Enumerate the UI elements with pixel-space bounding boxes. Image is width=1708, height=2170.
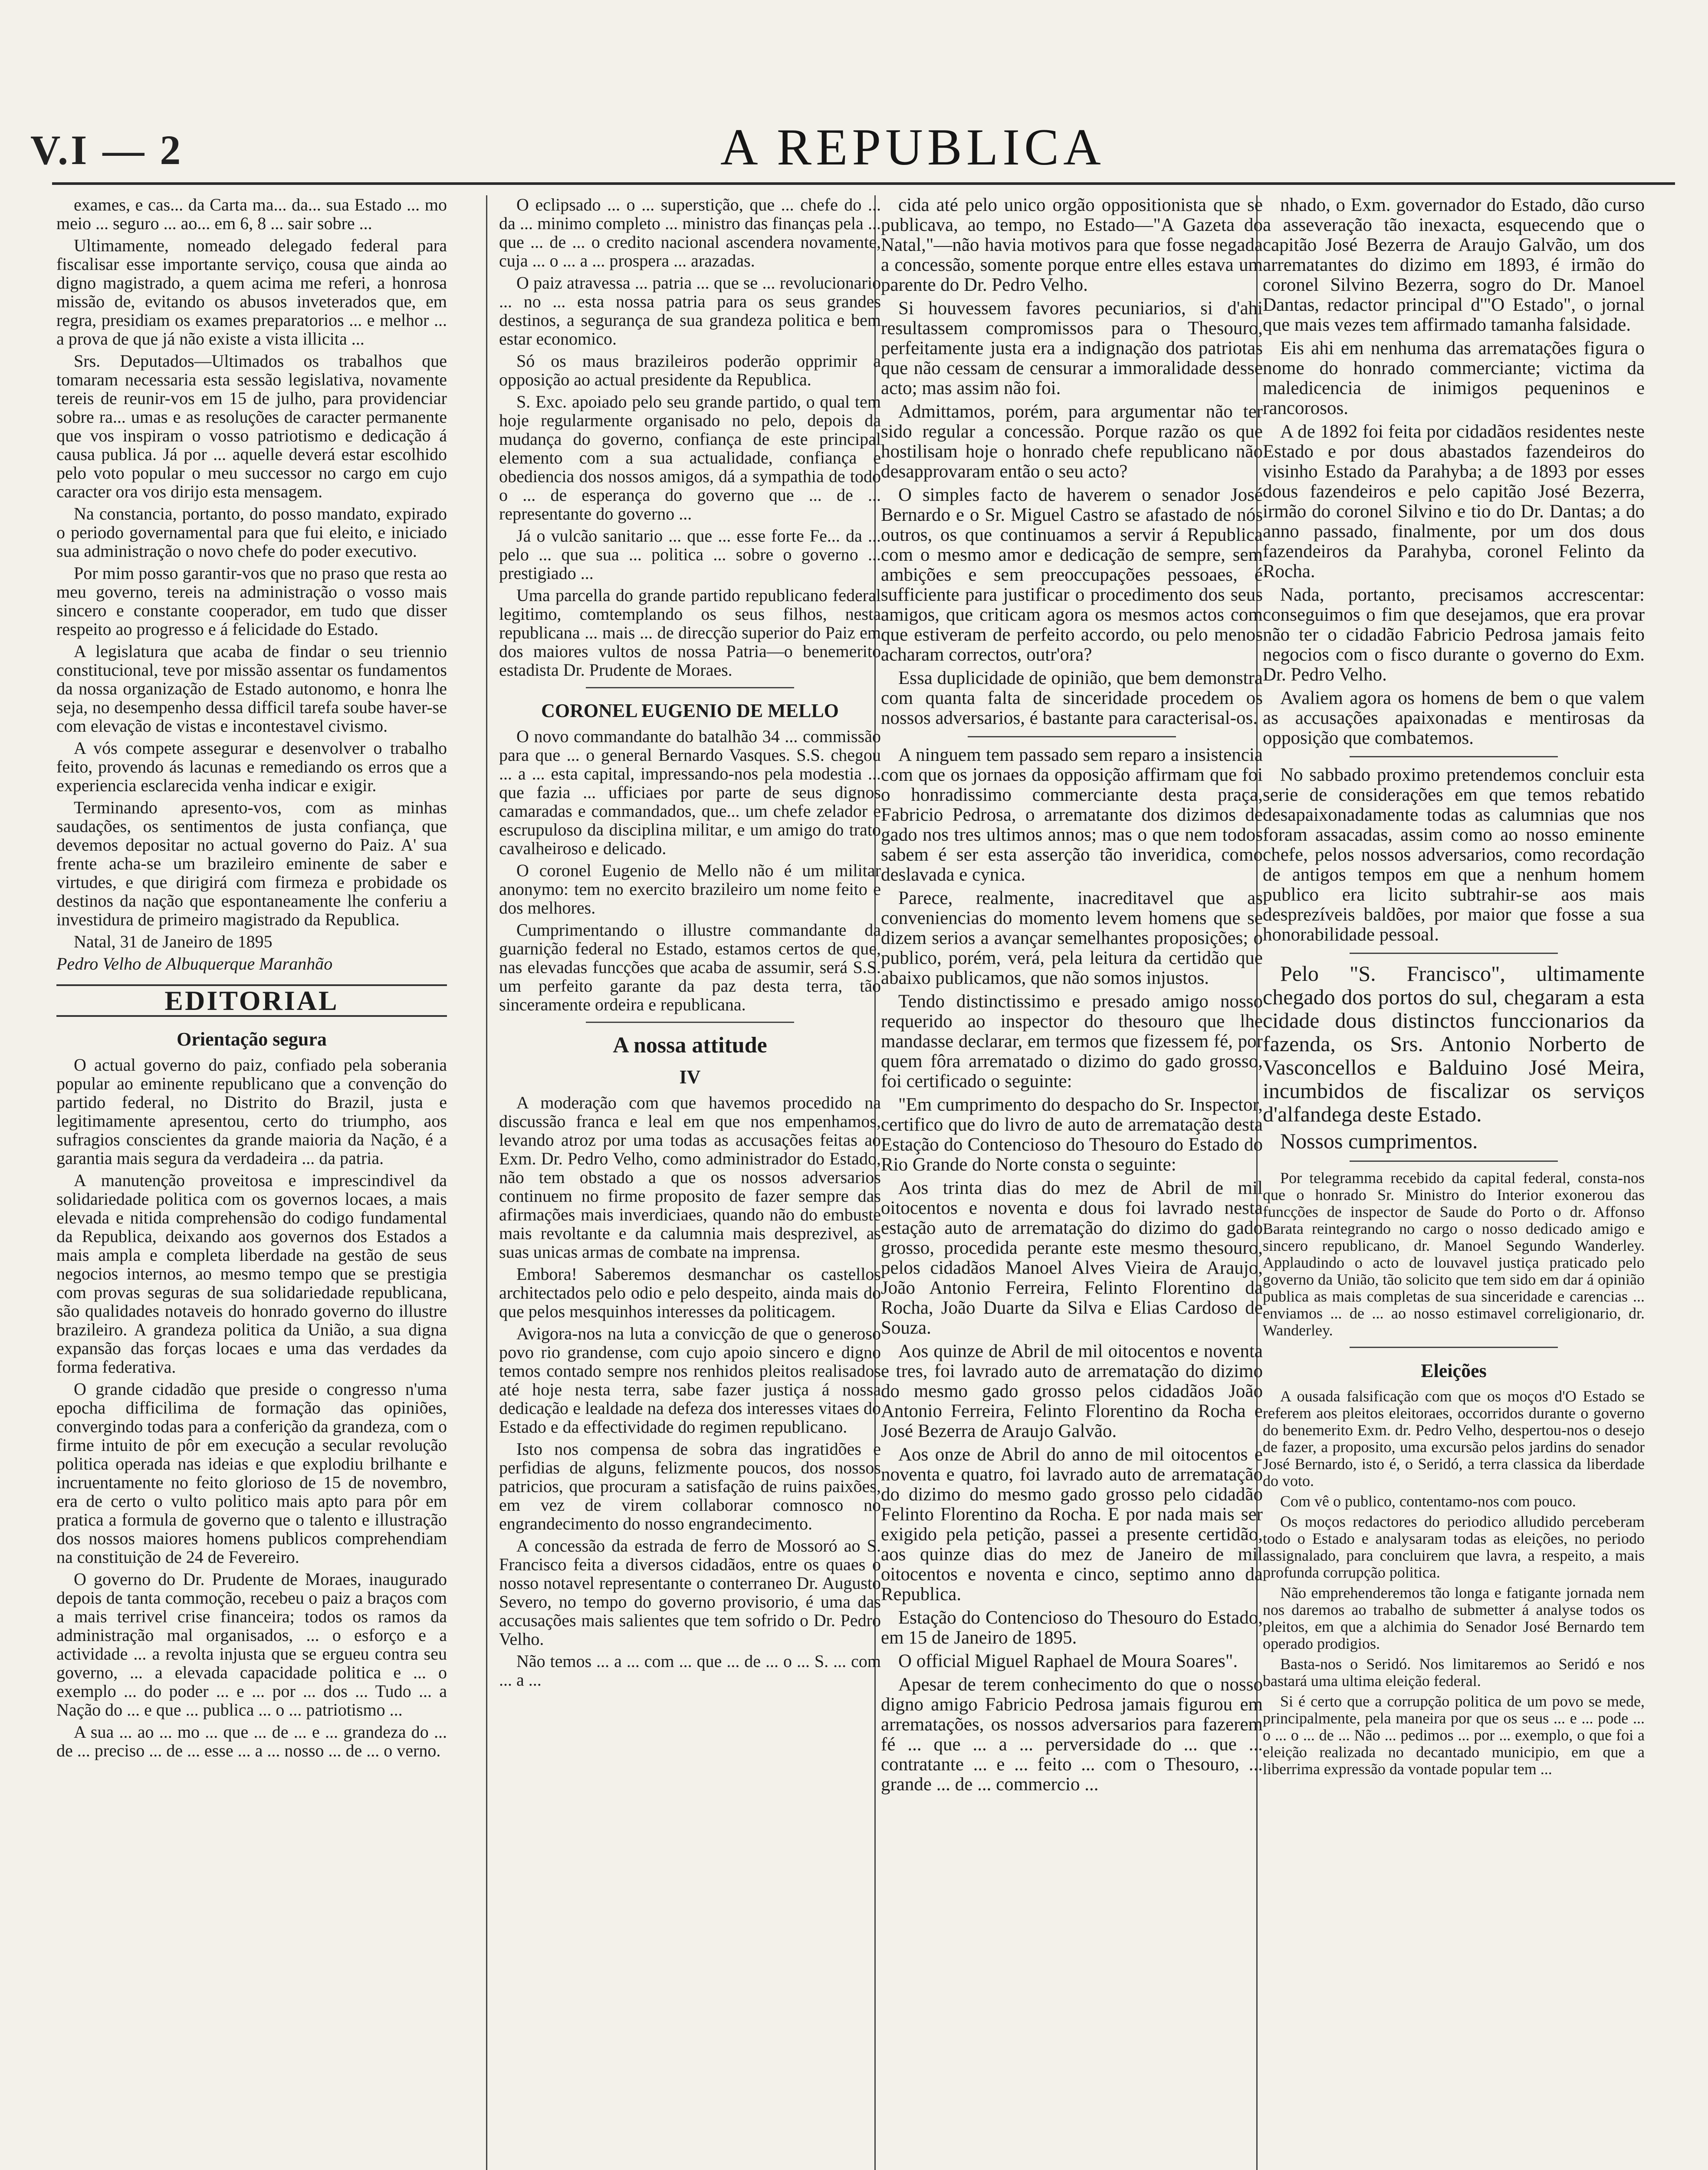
paragraph: Nada, portanto, precisamos accrescentar: conseguimos o fim que desejamos, que era provar não ter o cidadão Fabricio Pedrosa jamais feito negocios com o fisco durante o governo do Exm. Dr. Pedro Velho. bbox=[1263, 585, 1645, 685]
paragraph: A moderação com que havemos procedido na discussão franca e leal em que nos empenhamos, levando atroz por uma todas as accusações feitas ao Exm. Dr. Pedro Velho, como administrador do Estado, não tem obstado a que os nossos adversarios continuem no firme proposito de fazer sempre das afirmações mais inverdiciaes, quando não do embuste mais revoltante e da calumnia mais desprezivel, as suas unicas armas de combate na imprensa. bbox=[499, 1093, 881, 1262]
column-1 bbox=[56, 195, 447, 2170]
separator bbox=[1350, 953, 1558, 954]
paragraph: Terminando apresento-vos, com as minhas saudações, os sentimentos de justa confiança, que devemos depositar no actual governo do Paiz. A' sua frente acha-se um brazileiro eminente de saber e virtudes, e que dirigirá com firmeza e probidade os destinos da nação que espontaneamente lhe conferiu a investidura de primeiro magistrado da Republica. bbox=[56, 798, 447, 929]
paragraph: Si houvessem favores pecuniarios, si d'ahi resultassem compromissos para o Thesouro, perfeitamente justa era a indignação dos patriotas que não cessam de censurar a immoralidade desse acto; mas assim não foi. bbox=[881, 298, 1263, 398]
paragraph: Isto nos compensa de sobra das ingratidões e perfidias de alguns, felizmente poucos, dos nossos patricios, que procuram a satisfação de ruins paixões, em vez de virem collaborar comnosco no engrandecimento do nosso engrandecimento. bbox=[499, 1439, 881, 1533]
paragraph: O coronel Eugenio de Mello não é um militar anonymo: tem no exercito brazileiro um nome feito e dos melhores. bbox=[499, 861, 881, 917]
paragraph: Embora! Saberemos desmanchar os castellos architectados pelo odio e pelo despeito, ainda mais do que pelos mesquinhos interesses da politicagem. bbox=[499, 1264, 881, 1321]
paragraph: Só os maus brazileiros poderão opprimir a opposição ao actual presidente da Republica. bbox=[499, 351, 881, 389]
paragraph: Admittamos, porém, para argumentar não ter sido regular a concessão. Porque razão os que hostilisam hoje o honrado chefe republicano não desapprovaram então o seu acto? bbox=[881, 401, 1263, 482]
signature: Pedro Velho de Albuquerque Maranhão bbox=[56, 954, 333, 973]
paragraph: Parece, realmente, inacreditavel que as conveniencias do momento levem homens que se dizem serios a avançar semelhantes proposições; o publico, porém, verá, pela leitura da certidão que abaixo publicamos, que não somos injustos. bbox=[881, 888, 1263, 988]
separator bbox=[1350, 756, 1558, 757]
paragraph: Apesar de terem conhecimento do que o nosso digno amigo Fabricio Pedrosa jamais figurou em arrematações, os nossos adversarios para fazerem fé ... que ... a ... perversidade do ... que ... contratante ... e ... feito ... com o Thesouro, ... grande ... de ... commercio ... bbox=[881, 1674, 1263, 1795]
paragraph: A sua ... ao ... mo ... que ... de ... e ... grandeza do ... de ... preciso ... de ... esse ... a ... nosso ... de ... o verno. bbox=[56, 1722, 447, 1760]
paragraph: Não temos ... a ... com ... que ... de ... o ... S. ... com ... a ... bbox=[499, 1651, 881, 1690]
paragraph: A manutenção proveitosa e imprescindivel da solidariedade politica com os governos locaes, a mais elevada e nitida comprehensão do codigo fundamental da Republica, deixando aos governos dos Estados a mais ampla e completa liberdade na gestão de seus negocios internos, ao mesmo tempo que se prestigia com provas seguras de sua solidariedade republicana, são qualidades notaveis do honrado governo do illustre brazileiro. A grandeza politica da União, a sua digna expansão das forças locaes e uma das verdades da forma federativa. bbox=[56, 1170, 447, 1377]
attitude-number: IV bbox=[679, 1066, 701, 1088]
paragraph: Não emprehenderemos tão longa e fatigante jornada nem nos daremos ao trabalho de submetter á analyse todos os pleitos, em que a alchimia do Senador José Bernardo tem operado prodigios. bbox=[1263, 1584, 1645, 1652]
paragraph: O novo commandante do batalhão 34 ... commissão para que ... o general Bernardo Vasques. S.S. chegou ... a ... esta capital, impressando-nos pela modestia ... que fazia ... ufficiaes por parte de seus dignos camaradas e commandados, que... um chefe zelador e escrupuloso da disciplina militar, e um amigo do trato cavalheiroso e delicado. bbox=[499, 727, 881, 858]
paragraph: Com vê o publico, contentamo-nos com pouco. bbox=[1280, 1493, 1576, 1510]
paragraph: Srs. Deputados—Ultimados os trabalhos que tomaram necessaria esta sessão legislativa, novamente tereis de reunir-vos em 15 de julho, para providenciar sobre ra... umas e as resoluções de caracter permanente que vos inspiram o vosso patriotismo e dedicação á causa publica. Já por ... aquelle deverá estar escolhido pelo voto popular o meu successor no cargo em cujo caracter ora vos dirijo esta mensagem. bbox=[56, 351, 447, 501]
paragraph: A vós compete assegurar e desenvolver o trabalho feito, provendo ás lacunas e remediando os erros que a experiencia esclarecida venha indicar e exigir. bbox=[56, 738, 447, 795]
paragraph: Aos onze de Abril do anno de mil oitocentos e noventa e quatro, foi lavrado auto de arrematação do dizimo do mesmo gado grosso pelo cidadão Felinto Florentino da Rocha. E por nada mais ser exigido pela petição, passei a presente certidão, aos quinze dias do mez de Janeiro de mil oitocentos e noventa e cinco, septimo anno da Republica. bbox=[881, 1444, 1263, 1604]
paragraph: Aos quinze de Abril de mil oitocentos e noventa e tres, foi lavrado auto de arrematação do dizimo do mesmo gado grosso pelos cidadãos João Antonio Ferreira, Felinto Florentino da Rocha e José Bezerra de Araujo Galvão. bbox=[881, 1341, 1263, 1441]
column-3 bbox=[881, 195, 1263, 2170]
paragraph: cida até pelo unico orgão oppositionista que se publicava, ao tempo, no Estado—"A Gazeta do Natal,"—não havia motivos para que fosse negada a concessão, somente porque entre elles estava um parente do Dr. Pedro Velho. bbox=[881, 195, 1263, 295]
paragraph: O official Miguel Raphael de Moura Soares". bbox=[898, 1651, 1238, 1671]
paragraph: Pelo "S. Francisco", ultimamente chegado dos portos do sul, chegaram a esta cidade dous distinctos funccionarios da fazenda, os Srs. Antonio Norberto de Vasconcellos e Balduino José Meira, incumbidos de fiscalizar os serviços d'alfandega deste Estado. bbox=[1263, 961, 1645, 1126]
paragraph: Por mim posso garantir-vos que no praso que resta ao meu governo, tereis na administração o vosso mais sincero e constante cooperador, em tudo que disser respeito ao progresso e á felicidade do Estado. bbox=[56, 563, 447, 639]
paragraph: Nossos cumprimentos. bbox=[1280, 1129, 1478, 1153]
paragraph: O eclipsado ... o ... superstição, que ... chefe do ... da ... minimo completo ... ministro das finanças pela ... que ... de ... o credito nacional ascendera novamente, cuja ... o ... a ... prospera ... arazadas. bbox=[499, 195, 881, 270]
date-line: Natal, 31 de Janeiro de 1895 bbox=[74, 932, 273, 951]
paragraph: S. Exc. apoiado pelo seu grande partido, o qual tem hoje regularmente organisado no pelo, depois da mudança do governo, confiança de este principal elemento com a sua actualidade, confiança e obediencia dos nossos amigos, dá a sympathia de todo o ... de esperança do governo que ... de ... representante do governo ... bbox=[499, 392, 881, 523]
paragraph: Avaliem agora os homens de bem o que valem as accusações apaixonadas e mentirosas da opposição que combatemos. bbox=[1263, 688, 1645, 748]
paragraph: Aos trinta dias do mez de Abril de mil oitocentos e noventa e dous foi lavrado nesta estação auto de arrematação do dizimo do gado grosso, procedida perante este mesmo thesouro, pelos cidadãos Manoel Alves Vieira de Araujo, João Antonio Ferreira, Felinto Florentino da Rocha, João Duarte da Silva e Elias Cardoso de Souza. bbox=[881, 1178, 1263, 1338]
paragraph: O actual governo do paiz, confiado pela soberania popular ao eminente republicano que a convenção do partido federal, no Distrito do Brazil, justa e legitimamente apresentou, certo do triumpho, aos sufragios conscientes da grande maioria da Nação, é a garantia mais segura da verdadeira ... da patria. bbox=[56, 1055, 447, 1168]
paragraph: Eis ahi em nenhuma das arrematações figura o nome do honrado commerciante; victima da maledicencia de inimigos pequeninos e rancorosos. bbox=[1263, 338, 1645, 418]
paragraph: Uma parcella do grande partido republicano federal legitimo, comtemplando os seus filhos, nesta republicana ... mais ... de direcção superior do Paiz em dos maiores vultos de nossa Patria—o benemerito estadista Dr. Prudente de Moraes. bbox=[499, 585, 881, 680]
paragraph: A ninguem tem passado sem reparo a insistencia com que os jornaes da opposição affirmam que foi o honradissimo commerciante desta praça, Fabricio Pedrosa, o arrematante dos dizimos de gado nos tres ultimos annos; mas o que nem todos sabem é ser esta asserção tão inveridica, como deslavada e cynica. bbox=[881, 745, 1263, 885]
separator bbox=[586, 687, 794, 688]
elections-title: Eleições bbox=[1421, 1360, 1487, 1381]
paragraph: O grande cidadão que preside o congresso n'uma epocha difficilima de formação das opiniões, convergindo todas para a conferição da grandeza, com o firme intuito de pôr em execução a secular revolução politica operada nas ideias e que explodiu brilhante e incruentamente no feito glorioso de 15 de novembro, era de certo o vulto politico mais apto para pôr em pratica a formula de governo que o talento e illustração dos nossos maiores homens publicos comprehendiam na constituição de 24 de Fevereiro. bbox=[56, 1379, 447, 1567]
paragraph: Basta-nos o Seridó. Nos limitaremos ao Seridó e nos bastará uma ultima eleição federal. bbox=[1263, 1655, 1645, 1690]
paragraph: No sabbado proximo pretendemos concluir esta serie de considerações em que temos rebatido desapaixonadamente todas as calumnias que nos foram assacadas, assim como ao nosso eminente chefe, pelos nossos adversarios, como recordação de antigos tempos em que a nenhum homem publico era licito subtrahir-se aos mais desprezíveis baldões, por maior que fosse a sua honorabilidade pessoal. bbox=[1263, 765, 1645, 945]
section-title: CORONEL EUGENIO DE MELLO bbox=[541, 700, 839, 721]
paragraph: Os moços redactores do periodico alludido perceberam todo o Estado e analysaram todas as eleições, no periodo assignalado, para concluirem que lavra, a respeito, a mais profunda corrupção politica. bbox=[1263, 1513, 1645, 1581]
column-divider bbox=[486, 195, 487, 2170]
separator bbox=[1350, 1161, 1558, 1162]
paragraph: Já o vulcão sanitario ... que ... esse forte Fe... da ... pelo ... que sua ... politica ... sobre o governo ... prestigiado ... bbox=[499, 526, 881, 583]
paragraph: O governo do Dr. Prudente de Moraes, inaugurado depois de tanta commoção, recebeu o paiz a braços com a mais terrivel crise financeira; todos os ramos da administração mal organisados, ... o esforço e a actividade ... a revolta injusta que se ergueu contra seu governo, ... a elevada capacidade politica e ... o exemplo ... do poder ... e ... por ... dos ... Tudo ... a Nação do ... e que ... publica ... o ... patriotismo ... bbox=[56, 1569, 447, 1720]
paragraph: O simples facto de haverem o senador José Bernardo e o Sr. Miguel Castro se afastado de nós outros, os que continuamos a servir á Republica com o mesmo amor e dedicação de sempre, sem ambições e sem preoccupações pessoaes, é sufficiente para justificar o procedimento dos seus amigos, que criticam agora os mesmos actos com que estiveram de perfeito accordo, ou pelo menos acharam correctos, outr'ora? bbox=[881, 485, 1263, 665]
editorial-subheading: Orientação segura bbox=[177, 1029, 327, 1050]
separator bbox=[586, 1022, 794, 1023]
masthead bbox=[0, 100, 1708, 191]
paragraph: A ousada falsificação com que os moços d'O Estado se referem aos pleitos eleitoraes, occorridos durante o governo do benemerito Exm. dr. Pedro Velho, despertou-nos o desejo de fazer, a proposito, uma excursão pelos jardins do senador José Bernardo, isto é, o Seridó, a terra classica da liberdade do voto. bbox=[1263, 1387, 1645, 1489]
paragraph: "Em cumprimento do despacho do Sr. Inspector, certifico que do livro de auto de arrematação desta Estação do Contencioso do Thesouro do Estado do Rio Grande do Norte consta o seguinte: bbox=[881, 1095, 1263, 1175]
paragraph: A legislatura que acaba de findar o seu triennio constitucional, teve por missão assentar os fundamentos da nossa organização de Estado autonomo, e honra lhe seja, no desempenho dessa difficil tarefa soube haver-se com elevação de vistas e incontestavel civismo. bbox=[56, 641, 447, 736]
paragraph: Si é certo que a corrupção politica de um povo se mede, principalmente, pela maneira por que os seus ... e ... pode ... o ... o ... de ... Não ... pedimos ... por ... exemplo, o que foi a eleição realizada no decantado municipio, em que a liberrima expressão da vontade popular tem ... bbox=[1263, 1693, 1645, 1778]
paragraph: Na constancia, portanto, do posso mandato, expirado o periodo governamental para que fui eleito, e iniciado sua administração o novo chefe do poder executivo. bbox=[56, 504, 447, 561]
paragraph: Tendo distinctissimo e presado amigo nosso requerido ao inspector do thesouro que lhe mandasse declarar, em termos que fizessem fé, por quem fôra arrematado o dizimo do gado grosso, foi certificado o seguinte: bbox=[881, 991, 1263, 1092]
masthead-rule bbox=[52, 182, 1675, 185]
paragraph: A de 1892 foi feita por cidadãos residentes neste Estado e por dous abastados fazendeiros do visinho Estado da Parahyba; a de 1893 por esses dous fazendeiros e pelo capitão José Bezerra, irmão do coronel Silvino e tio do Dr. Dantas; a do anno passado, finalmente, por um dos dous fazendeiros da Parahyba, coronel Felinto da Rocha. bbox=[1263, 421, 1645, 582]
paragraph: Cumprimentando o illustre commandante da guarnição federal no Estado, estamos certos de que, nas elevadas funcções que acaba de assumir, será S.S. um perfeito garante da paz desta terra, tão sinceramente ordeira e republicana. bbox=[499, 920, 881, 1014]
issue-fragment: V.I — 2 bbox=[30, 127, 184, 173]
paragraph: Avigora-nos na luta a convicção de que o generoso povo rio grandense, com cujo apoio sincero e digno temos contado sempre nos renhidos pleitos realisados até hoje nesta terra, sabe fazer justiça á nossa dedicação e lealdade na defeza dos interesses vitaes do Estado e da effectividade do regimen republicano. bbox=[499, 1324, 881, 1437]
editorial-heading: EDITORIAL bbox=[56, 984, 447, 1017]
paragraph: O paiz atravessa ... patria ... que se ... revolucionario ... no ... esta nossa patria para os seus grandes destinos, a segurança de sua grandeza politica e bem estar economico. bbox=[499, 273, 881, 349]
separator bbox=[1350, 1347, 1558, 1348]
column-2 bbox=[499, 195, 881, 2170]
paragraph: Ultimamente, nomeado delegado federal para fiscalisar esse importante serviço, cousa que ainda ao digno magistrado, a quem acima me referi, a honrosa missão de, evitando os abusos inveterados que, em regra, presidiam os exames preparatorios ... e melhor ... a prova de que já não existe a vista illicita ... bbox=[56, 236, 447, 349]
column-4 bbox=[1263, 195, 1645, 2170]
paragraph: nhado, o Exm. governador do Estado, dão curso a asseveração tão inexacta, esquecendo que o capitão José Bezerra de Araujo Galvão, um dos arrematantes do dizimo em 1893, é irmão do coronel Silvino Bezerra, sogro do Dr. Manoel Dantas, redactor principal d'"O Estado", o jornal que mais vezes tem affirmado tamanha falsidade. bbox=[1263, 195, 1645, 335]
paragraph: exames, e cas... da Carta ma... da... sua Estado ... mo meio ... seguro ... ao... em 6, 8 ... sair sobre ... bbox=[56, 195, 447, 233]
paragraph: A concessão da estrada de ferro de Mossoró ao S. Francisco feita a diversos cidadãos, entre os quaes o nosso notavel representante o conterraneo Dr. Augusto Severo, no tempo do governo provisorio, é uma das accusações mais salientes que tem sofrido o Dr. Pedro Velho. bbox=[499, 1536, 881, 1649]
paragraph: Estação do Contencioso do Thesouro do Estado, em 15 de Janeiro de 1895. bbox=[881, 1608, 1263, 1648]
newspaper-title: A REPUBLICA bbox=[720, 118, 1105, 176]
paragraph: Por telegramma recebido da capital federal, consta-nos que o honrado Sr. Ministro do Interior exonerou das funcções de inspector de Saude do Porto o dr. Affonso Barata reintegrando no cargo o nosso dedicado amigo e sincero republicano, dr. Manoel Segundo Wanderley. Applaudindo o acto de louvavel justiça praticado pelo governo da União, tão solicito que tem sido em dar á opinião publica as mais completas de sua sinceridade e carencias ... enviamos ... de ... ao nosso estimavel correligionario, dr. Wanderley. bbox=[1263, 1169, 1645, 1339]
separator bbox=[968, 736, 1176, 737]
paragraph: Essa duplicidade de opinião, que bem demonstra com quanta falta de sinceridade procedem os nossos adversarios, é bastante para caracterisal-os. bbox=[881, 668, 1263, 728]
attitude-title: A nossa attitude bbox=[613, 1033, 767, 1058]
